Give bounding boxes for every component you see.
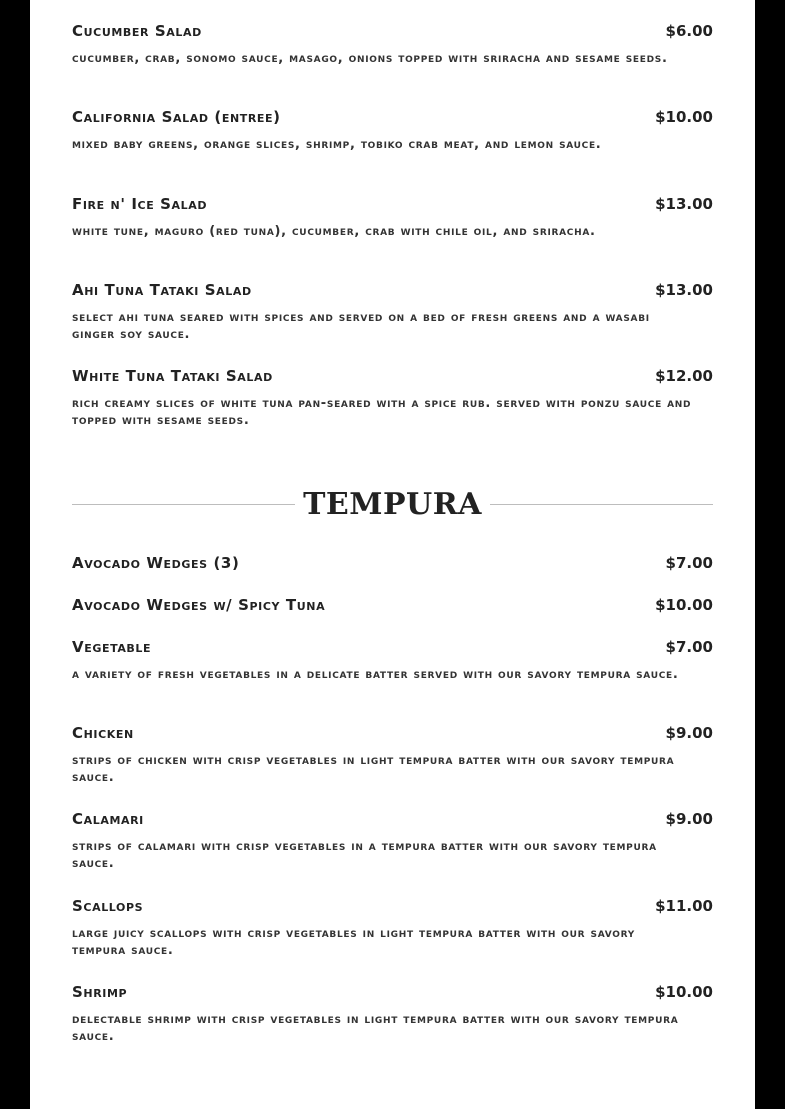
section-title: TEMPURA <box>303 486 482 522</box>
item-price: $6.00 <box>665 22 713 40</box>
item-description: strips of chicken with crisp vegetables in light tempura batter with our savory tempura sauce. <box>72 753 675 785</box>
item-description: mixed baby greens, orange slices, shrimp, tobiko crab meat, and lemon sauce. <box>72 137 602 152</box>
menu-item <box>72 281 713 343</box>
menu-item <box>72 108 713 153</box>
item-price: $13.00 <box>655 281 713 299</box>
item-price: $7.00 <box>665 638 713 656</box>
item-name: Fire n' Ice Salad <box>72 195 208 213</box>
item-name: Cucumber Salad <box>72 22 202 40</box>
item-description: a variety of fresh vegetables in a delicate batter served with our savory tempura sauce. <box>72 667 679 682</box>
item-name: California Salad (entree) <box>72 108 281 126</box>
item-description: white tune, maguro (red tuna), cucumber, crab with chile oil, and sriracha. <box>72 224 596 239</box>
item-price: $7.00 <box>665 554 713 572</box>
item-price: $10.00 <box>655 108 713 126</box>
item-name: Avocado Wedges (3) <box>72 554 240 572</box>
item-price: $9.00 <box>665 724 713 742</box>
item-name: White Tuna Tataki Salad <box>72 367 273 385</box>
item-price: $10.00 <box>655 983 713 1001</box>
item-price: $10.00 <box>655 596 713 614</box>
item-price: $13.00 <box>655 195 713 213</box>
item-description: strips of calamari with crisp vegetables in a tempura batter with our savory tempura sauce. <box>72 839 657 871</box>
menu-item <box>72 367 713 429</box>
item-description: rich creamy slices of white tuna pan-seared with a spice rub. served with ponzu sauce and topped with sesame seeds. <box>72 396 692 428</box>
item-price: $11.00 <box>655 897 713 915</box>
menu-item <box>72 195 713 240</box>
menu-item <box>72 810 713 872</box>
divider-left <box>72 504 295 505</box>
menu-item <box>72 724 713 786</box>
item-name: Chicken <box>72 724 134 742</box>
item-name: Avocado Wedges w/ Spicy Tuna <box>72 596 326 614</box>
section-heading <box>72 484 713 524</box>
menu-page <box>30 0 755 1109</box>
item-description: cucumber, crab, sonomo sauce, masago, onions topped with sriracha and sesame seeds. <box>72 51 668 66</box>
item-description: delectable shrimp with crisp vegetables in light tempura batter with our savory tempura sauce. <box>72 1012 679 1044</box>
item-name: Ahi Tuna Tataki Salad <box>72 281 252 299</box>
item-name: Vegetable <box>72 638 152 656</box>
menu-item <box>72 596 713 614</box>
menu-item <box>72 554 713 572</box>
item-description: select ahi tuna seared with spices and served on a bed of fresh greens and a wasabi ginger soy sauce. <box>72 310 650 342</box>
item-price: $12.00 <box>655 367 713 385</box>
menu-item <box>72 638 713 683</box>
item-name: Scallops <box>72 897 144 915</box>
menu-item <box>72 22 713 67</box>
item-description: large juicy scallops with crisp vegetables in light tempura batter with our savory tempura sauce. <box>72 926 635 958</box>
menu-item <box>72 983 713 1045</box>
menu-item <box>72 897 713 959</box>
divider-right <box>490 504 713 505</box>
item-name: Shrimp <box>72 983 128 1001</box>
item-name: Calamari <box>72 810 144 828</box>
item-price: $9.00 <box>665 810 713 828</box>
